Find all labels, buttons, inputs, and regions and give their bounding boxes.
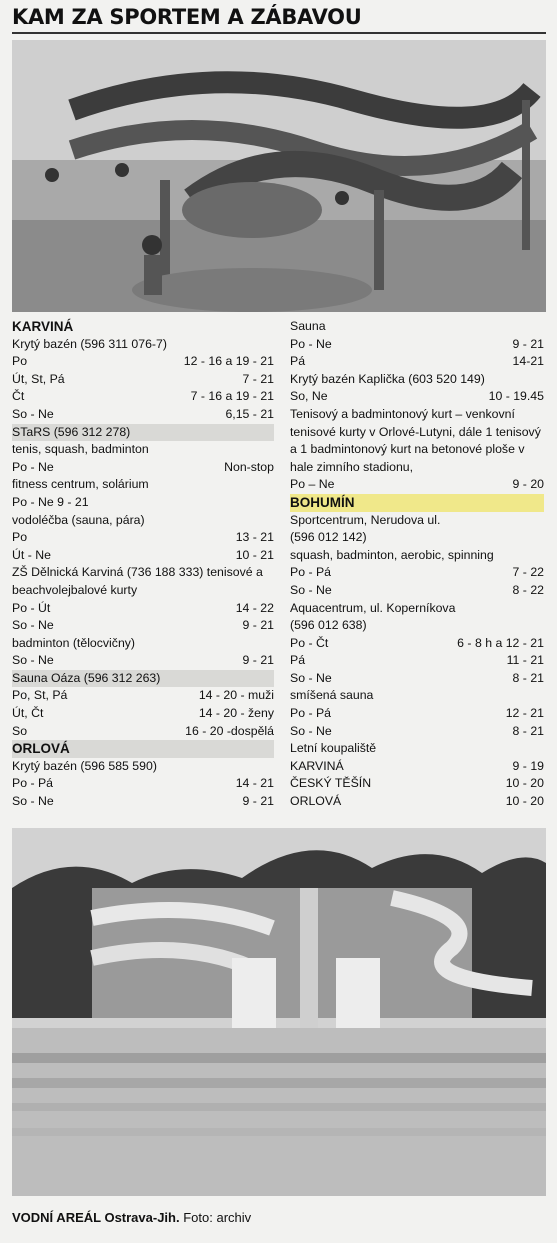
schedule-days: So - Ne	[290, 582, 332, 597]
water-slide-photo-top	[12, 40, 546, 312]
schedule-row	[290, 723, 544, 741]
schedule-hours: 7 - 21	[242, 371, 274, 386]
schedule-row	[12, 388, 274, 406]
caption-credit: Foto: archiv	[183, 1210, 252, 1225]
schedule-row	[12, 723, 274, 741]
schedule-row	[290, 353, 544, 371]
schedule-days: So - Ne	[290, 723, 332, 738]
schedule-hours: 14 - 22	[235, 600, 274, 615]
schedule-row	[290, 336, 544, 354]
left-column	[12, 318, 274, 811]
schedule-days: Po - Út	[12, 600, 51, 615]
photo-caption	[12, 1209, 552, 1227]
schedule-days: Po - Pá	[12, 776, 54, 791]
schedule-row	[12, 459, 274, 477]
schedule-row	[12, 406, 274, 424]
schedule-row	[12, 617, 274, 635]
schedule-days: Út, St, Pá	[12, 371, 65, 386]
venue-heading: Tenisový a badmintonový kurt – venkovní tenisové kurty v Orlové-Lutyni, dále 1 tenisový a 1 badmintonový kurt na betonové ploše v hale zimního stadionu,	[290, 406, 541, 474]
schedule-row	[290, 793, 544, 811]
schedule-hours: 12 - 16 a 19 - 21	[183, 354, 274, 369]
schedule-row	[12, 652, 274, 670]
schedule-row	[290, 388, 544, 406]
venue-heading: fitness centrum, solárium	[12, 477, 149, 492]
schedule-hours: 10 - 21	[235, 547, 274, 562]
schedule-hours: 7 - 16 a 19 - 21	[190, 389, 274, 404]
schedule-days: Pá	[290, 653, 306, 668]
schedule-days: Po – Ne	[290, 477, 335, 492]
aquapark-photo-bottom	[12, 828, 546, 1196]
venue-heading: Krytý bazén (596 311 076-7)	[12, 336, 167, 351]
schedule-row	[290, 652, 544, 670]
schedule-hours: 14 - 20 - muži	[198, 688, 274, 703]
schedule-days: Po - Pá	[290, 565, 332, 580]
venue-heading: STaRS (596 312 278)	[12, 424, 274, 442]
schedule-hours: 8 - 21	[512, 670, 544, 685]
schedule-hours: 16 - 20 -dospělá	[185, 723, 274, 738]
schedule-days: Út, Čt	[12, 706, 44, 721]
schedule-row	[12, 353, 274, 371]
schedule-days: Po	[12, 530, 28, 545]
schedule-days: Po - Čt	[290, 635, 329, 650]
schedule-days: ORLOVÁ	[290, 794, 342, 809]
venue-heading: Sauna Oáza (596 312 263)	[12, 670, 274, 688]
venue-heading: (596 012 142)	[290, 530, 367, 545]
schedule-row	[290, 705, 544, 723]
schedule-hours: 6,15 - 21	[225, 406, 274, 421]
venue-heading: Krytý bazén Kaplička (603 520 149)	[290, 371, 485, 386]
venue-heading: squash, badminton, aerobic, spinning	[290, 547, 494, 562]
schedule-row	[290, 775, 544, 793]
schedule-days: Po - Ne	[12, 459, 54, 474]
schedule-hours: 9 - 21	[242, 618, 274, 633]
venue-heading: Krytý bazén (596 585 590)	[12, 758, 157, 773]
schedule-days: Po, St, Pá	[12, 688, 68, 703]
city-heading: ORLOVÁ	[12, 740, 274, 758]
schedule-hours: 11 - 21	[506, 653, 544, 668]
schedule-hours: Non-stop	[224, 459, 274, 474]
venue-heading: (596 012 638)	[290, 618, 367, 633]
schedule-hours: 8 - 22	[512, 582, 544, 597]
schedule-days: So, Ne	[290, 389, 328, 404]
schedule-days: Čt	[12, 389, 25, 404]
schedule-hours: 13 - 21	[235, 530, 274, 545]
schedule-days: So - Ne	[12, 406, 54, 421]
schedule-row	[12, 705, 274, 723]
schedule-hours: 14-21	[512, 354, 544, 369]
schedule-row	[290, 476, 544, 494]
schedule-days: Po - Pá	[290, 706, 332, 721]
schedule-row	[12, 687, 274, 705]
schedule-days: ČESKÝ TĚŠÍN	[290, 776, 372, 791]
schedule-days: So - Ne	[290, 670, 332, 685]
schedule-days: KARVINÁ	[290, 758, 344, 773]
venue-heading: Sportcentrum, Nerudova ul.	[290, 512, 441, 527]
schedule-hours: 9 - 21	[242, 794, 274, 809]
schedule-hours: 9 - 19	[512, 758, 544, 773]
schedule-days: Po - Ne	[290, 336, 332, 351]
venue-heading: vodoléčba (sauna, pára)	[12, 512, 145, 527]
schedule-hours: 14 - 20 - ženy	[198, 706, 274, 721]
venue-heading: Sauna	[290, 319, 326, 333]
right-column	[290, 318, 544, 811]
schedule-hours: 10 - 19.45	[488, 389, 544, 404]
venue-heading: Letní koupaliště	[290, 741, 377, 756]
city-heading: BOHUMÍN	[290, 494, 544, 512]
headline-rule	[12, 32, 546, 34]
schedule-hours: 8 - 21	[512, 723, 544, 738]
schedule-days: Pá	[290, 354, 306, 369]
venue-heading: badminton (tělocvičny)	[12, 635, 136, 650]
schedule-row	[12, 600, 274, 618]
schedule-row	[290, 758, 544, 776]
schedule-row	[290, 582, 544, 600]
schedule-hours: 12 - 21	[505, 706, 544, 721]
headline: KAM ZA SPORTEM A ZÁBAVOU	[12, 5, 362, 29]
schedule-hours: 9 - 21	[512, 336, 544, 351]
venue-heading: Aquacentrum, ul. Koperníkova	[290, 600, 456, 615]
venue-heading: ZŠ Dělnická Karviná (736 188 333) tenisové a beachvolejbalové kurty	[12, 565, 263, 597]
schedule-row	[290, 635, 544, 653]
schedule-row	[12, 371, 274, 389]
caption-title: VODNÍ AREÁL Ostrava-Jih.	[12, 1210, 180, 1225]
schedule-days: Po	[12, 354, 28, 369]
schedule-row	[12, 775, 274, 793]
venue-heading: Po - Ne 9 - 21	[12, 494, 89, 509]
schedule-days: Út - Ne	[12, 547, 51, 562]
schedule-days: So - Ne	[12, 618, 54, 633]
city-heading: KARVINÁ	[12, 319, 74, 334]
schedule-row	[12, 529, 274, 547]
schedule-hours: 9 - 20	[512, 477, 544, 492]
schedule-hours: 6 - 8 h a 12 - 21	[457, 635, 544, 650]
schedule-row	[290, 670, 544, 688]
schedule-hours: 10 - 20	[505, 794, 544, 809]
schedule-row	[12, 793, 274, 811]
schedule-hours: 9 - 21	[242, 653, 274, 668]
venue-heading: tenis, squash, badminton	[12, 442, 149, 457]
schedule-hours: 14 - 21	[235, 776, 274, 791]
venue-heading: smíšená sauna	[290, 688, 374, 703]
schedule-hours: 7 - 22	[512, 565, 544, 580]
schedule-hours: 10 - 20	[505, 776, 544, 791]
schedule-days: So - Ne	[12, 653, 54, 668]
schedule-row	[12, 547, 274, 565]
schedule-days: So	[12, 723, 28, 738]
schedule-days: So - Ne	[12, 794, 54, 809]
schedule-row	[290, 564, 544, 582]
